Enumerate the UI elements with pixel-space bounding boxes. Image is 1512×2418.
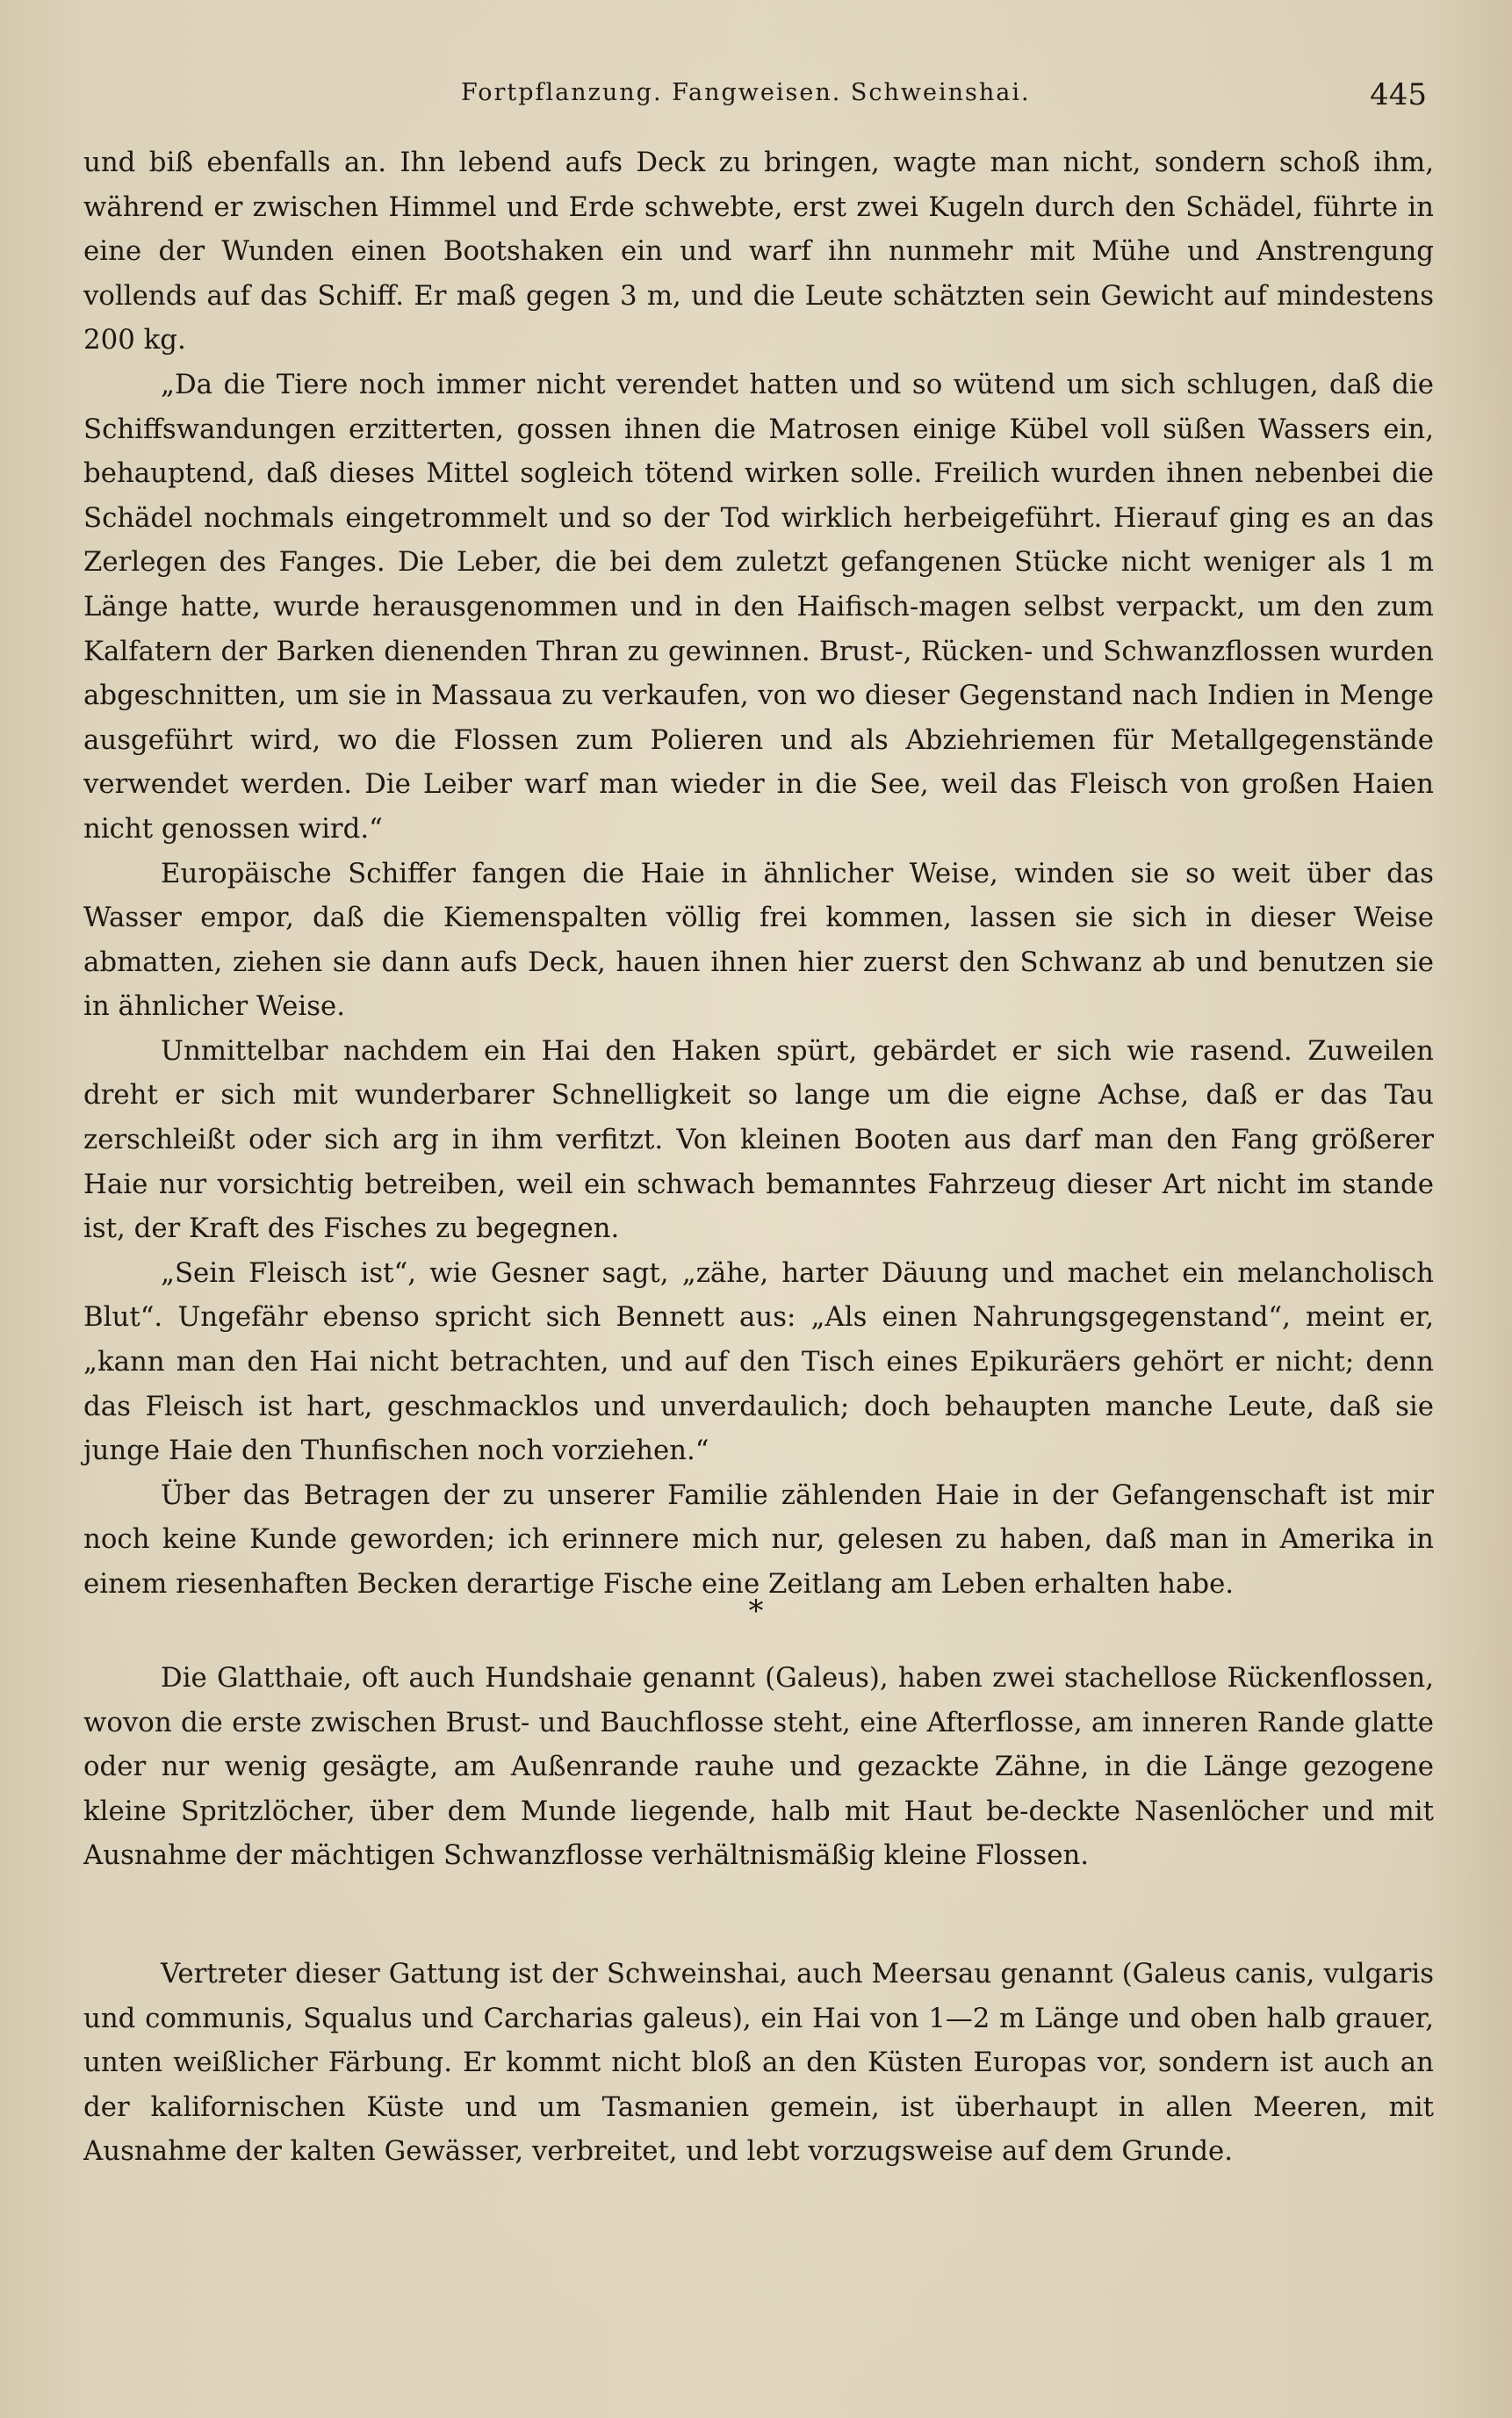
paragraph: Die Glatthaie, oft auch Hundshaie genannt (Galeus), haben zwei stachellose Rückenflossen, wovon die erste zwischen Brust- und Bauchflosse steht, eine Afterflosse, am inneren Rande glatte oder nur wenig gesägte, am Außenrande rauhe und gezackte Zähne, in die Länge gezogene kleine Spritzlöcher, über dem Munde liegende, halb mit Haut be-deckte Nasenlöcher und mit Ausnahme der mächtigen Schwanzflosse verhältnismäßig kleine Flossen. xyxy=(83,1662,1434,1872)
paragraph: „Da die Tiere noch immer nicht verendet hatten und so wütend um sich schlugen, daß die Schiffswandungen erzitterten, gossen ihnen die Matrosen einige Kübel voll süßen Wassers ein, behauptend, daß dieses Mittel sogleich tötend wirken solle. Freilich wurden ihnen nebenbei die Schädel nochmals eingetrommelt und so der Tod wirklich herbeigeführt. Hierauf ging es an das Zerlegen des Fanges. Die Leber, die bei dem zuletzt gefangenen Stücke nicht weniger als 1 m Länge hatte, wurde herausgenommen und in den Haifisch-magen selbst verpackt, um den zum Kalfatern der Barken dienenden Thran zu gewinnen. Brust-, Rücken- und Schwanzflossen wurden abgeschnitten, um sie in Massaua zu verkaufen, von wo dieser Gegenstand nach Indien in Menge ausgeführt wird, wo die Flossen zum Polieren und als Abziehriemen für Metallgegenstände verwendet werden. Die Leiber warf man wieder in die See, weil das Fleisch von großen Haien nicht genossen wird.“ xyxy=(83,368,1434,845)
paragraph: Europäische Schiffer fangen die Haie in ähnlicher Weise, winden sie so weit über das Wasser empor, daß die Kiemenspalten völlig frei kommen, lassen sie sich in dieser Weise abmatten, ziehen sie dann aufs Deck, hauen ihnen hier zuerst den Schwanz ab und benutzen sie in ähnlicher Weise. xyxy=(83,857,1434,1023)
paragraph: Über das Betragen der zu unserer Familie zählenden Haie in der Gefangenschaft ist mir noch keine Kunde geworden; ich erinnere mich nur, gelesen zu haben, daß man in Amerika in einem riesenhaften Becken derartige Fische eine Zeitlang am Leben erhalten habe. xyxy=(83,1479,1434,1600)
paragraph: Vertreter dieser Gattung ist der Schweinshai, auch Meersau genannt (Galeus canis, vulgaris und communis, Squalus und Carcharias galeus), ein Hai von 1—2 m Länge und oben halb grauer, unten weißlicher Färbung. Er kommt nicht bloß an den Küsten Europas vor, sondern ist auch an der kalifornischen Küste und um Tasmanien gemein, ist überhaupt in allen Meeren, mit Ausnahme der kalten Gewässer, verbreitet, und lebt vorzugsweise auf dem Grunde. xyxy=(83,1958,1434,2168)
main-text-block xyxy=(83,140,1434,1607)
running-title: Fortpflanzung. Fangweisen. Schweinshai. xyxy=(461,79,1031,106)
page-number: 445 xyxy=(1370,77,1427,112)
section-divider-asterisk: * xyxy=(748,1594,764,1629)
page-header xyxy=(83,79,1427,118)
section-paragraph-schweinshai xyxy=(83,1952,1434,2174)
paragraph: Unmittelbar nachdem ein Hai den Haken spürt, gebärdet er sich wie rasend. Zuweilen dreht er sich mit wunderbarer Schnelligkeit so lange um die eigne Achse, daß er das Tau zerschleißt oder sich arg in ihm verfitzt. Von kleinen Booten aus darf man den Fang größerer Haie nur vorsichtig betreiben, weil ein schwach bemanntes Fahrzeug dieser Art nicht im stande ist, der Kraft des Fisches zu begegnen. xyxy=(83,1034,1434,1245)
paragraph: und biß ebenfalls an. Ihn lebend aufs Deck zu bringen, wagte man nicht, sondern schoß ihm, während er zwischen Himmel und Erde schwebte, erst zwei Kugeln durch den Schädel, führte in eine der Wunden einen Bootshaken ein und warf ihn nunmehr mit Mühe und Anstrengung vollends auf das Schiff. Er maß gegen 3 m, und die Leute schätzten sein Gewicht auf mindestens 200 kg. xyxy=(83,147,1434,356)
section-paragraph-glatthaie xyxy=(83,1656,1434,1878)
paragraph: „Sein Fleisch ist“, wie Gesner sagt, „zähe, harter Däuung und machet ein melancholisch Blut“. Ungefähr ebenso spricht sich Bennett aus: „Als einen Nahrungsgegenstand“, meint er, „kann man den Hai nicht betrachten, und auf den Tisch eines Epikuräers gehört er nicht; denn das Fleisch ist hart, geschmacklos und unverdaulich; doch behaupten manche Leute, daß sie junge Haie den Thunfischen noch vorziehen.“ xyxy=(83,1256,1434,1467)
